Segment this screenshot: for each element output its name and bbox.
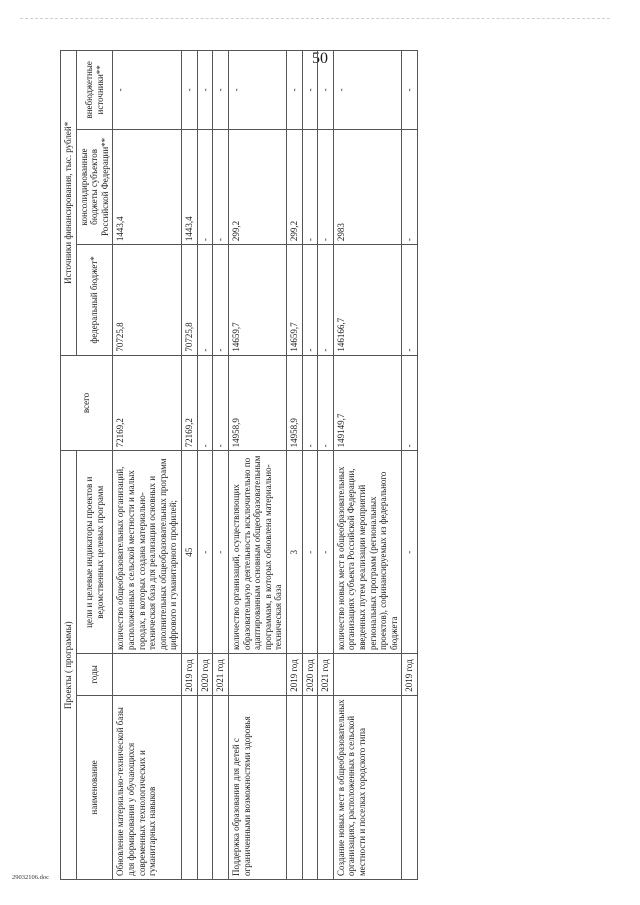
row-total: - bbox=[302, 355, 318, 451]
row-goal: - bbox=[213, 451, 229, 654]
row-year: 2019 год bbox=[402, 654, 418, 696]
row-total: 72169,2 bbox=[182, 355, 198, 451]
row-goal: 3 bbox=[286, 451, 302, 654]
row-regional: 1443,4 bbox=[182, 129, 198, 244]
table-row bbox=[182, 51, 198, 880]
row-goal: 45 bbox=[182, 451, 198, 654]
table-row bbox=[402, 51, 418, 880]
row-year: 2019 год bbox=[286, 654, 302, 696]
header-name: наименование bbox=[76, 695, 113, 879]
row-extra: - bbox=[286, 51, 302, 130]
row-regional: - bbox=[213, 129, 229, 244]
row-extra: - bbox=[113, 51, 182, 130]
row-extra: - bbox=[228, 51, 286, 130]
header-years: годы bbox=[76, 654, 113, 696]
row-total: 149149,7 bbox=[333, 355, 402, 451]
row-name bbox=[182, 695, 198, 879]
row-federal: 14659,7 bbox=[228, 245, 286, 356]
row-federal: - bbox=[302, 245, 318, 356]
header-total: всего bbox=[61, 355, 113, 451]
row-total: 14958,9 bbox=[228, 355, 286, 451]
header-extra: внебюджетные источники** bbox=[76, 51, 113, 130]
row-federal: - bbox=[197, 245, 213, 356]
row-extra: - bbox=[197, 51, 213, 130]
header-funding-group: Источники финансирования, тыс. рублей* bbox=[61, 51, 77, 356]
funding-table-sheet bbox=[60, 50, 620, 880]
row-total: - bbox=[318, 355, 334, 451]
row-extra: - bbox=[318, 51, 334, 130]
row-goal: - bbox=[302, 451, 318, 654]
row-federal: 14659,7 bbox=[286, 245, 302, 356]
row-goal: - bbox=[197, 451, 213, 654]
row-goal: - bbox=[402, 451, 418, 654]
table-row bbox=[286, 51, 302, 880]
table-row bbox=[318, 51, 334, 880]
footer-filename: 29032106.doc bbox=[12, 874, 50, 881]
row-goal: количество общеобразовательных организаций, расположенных в сельской местности и малых городах, в которых создана материально-техническая база для реализации основных и дополнительных общеобразовательных программ цифрового и гуманитарного профилей; bbox=[113, 451, 182, 654]
row-name: Поддержка образования для детей с ограниченными возможностями здоровья bbox=[228, 695, 286, 879]
table-row bbox=[197, 51, 213, 880]
row-name bbox=[197, 695, 213, 879]
table-body bbox=[113, 51, 418, 880]
row-name bbox=[302, 695, 318, 879]
row-year bbox=[333, 654, 402, 696]
row-regional: - bbox=[197, 129, 213, 244]
row-federal: 70725,8 bbox=[182, 245, 198, 356]
row-extra: - bbox=[182, 51, 198, 130]
row-federal: - bbox=[318, 245, 334, 356]
row-extra: - bbox=[302, 51, 318, 130]
row-total: - bbox=[213, 355, 229, 451]
table-row bbox=[213, 51, 229, 880]
header-projects-group: Проекты ( программы) bbox=[61, 451, 77, 880]
row-goal: количество организаций, осуществляющих образовательную деятельность исключительно по адаптированным основным общеобразовательным программам, в которых обновлена материально-техническая база bbox=[228, 451, 286, 654]
row-goal: количество новых мест в общеобразовательных организациях субъекта Российской Федерации, введенных путем реализации мероприятий региональных программ (региональных проектов), софинансируемых из федерального бюджета bbox=[333, 451, 402, 654]
row-name bbox=[213, 695, 229, 879]
row-extra: - bbox=[213, 51, 229, 130]
row-federal: 70725,8 bbox=[113, 245, 182, 356]
row-regional: 1443,4 bbox=[113, 129, 182, 244]
row-regional: - bbox=[318, 129, 334, 244]
table-row bbox=[333, 51, 402, 880]
row-federal: - bbox=[213, 245, 229, 356]
table-row bbox=[302, 51, 318, 880]
row-name bbox=[286, 695, 302, 879]
row-total: 14958,9 bbox=[286, 355, 302, 451]
row-name: Создание новых мест в общеобразовательных организациях, расположенных в сельской местности и поселках городского типа bbox=[333, 695, 402, 879]
header-goals: цели и целевые индикаторы проектов и ведомственных целевых программ bbox=[76, 451, 113, 654]
row-year: 2021 год bbox=[213, 654, 229, 696]
row-extra: - bbox=[333, 51, 402, 130]
row-federal: - bbox=[402, 245, 418, 356]
row-name: Обновление материально-технической базы для формирования у обучающихся современных технологических и гуманитарных навыков bbox=[113, 695, 182, 879]
table-row bbox=[228, 51, 286, 880]
row-year: 2020 год bbox=[197, 654, 213, 696]
row-year bbox=[228, 654, 286, 696]
row-name bbox=[318, 695, 334, 879]
row-federal: 146166,7 bbox=[333, 245, 402, 356]
funding-table bbox=[60, 50, 418, 880]
row-total: - bbox=[197, 355, 213, 451]
page-number: 50 bbox=[312, 50, 328, 67]
row-year: 2020 год bbox=[302, 654, 318, 696]
row-regional: 2983 bbox=[333, 129, 402, 244]
row-regional: - bbox=[302, 129, 318, 244]
row-goal: - bbox=[318, 451, 334, 654]
row-extra: - bbox=[402, 51, 418, 130]
row-year: 2019 год bbox=[182, 654, 198, 696]
table-row bbox=[113, 51, 182, 880]
row-total: 72169,2 bbox=[113, 355, 182, 451]
row-total: - bbox=[402, 355, 418, 451]
row-year bbox=[113, 654, 182, 696]
row-regional: - bbox=[402, 129, 418, 244]
row-regional: 299,2 bbox=[228, 129, 286, 244]
row-regional: 299,2 bbox=[286, 129, 302, 244]
header-federal: федеральный бюджет* bbox=[76, 245, 113, 356]
row-name bbox=[402, 695, 418, 879]
header-regional: консолидированные бюджеты субъектов Российской Федерации** bbox=[76, 129, 113, 244]
row-year: 2021 год bbox=[318, 654, 334, 696]
top-scan-line bbox=[20, 18, 610, 19]
